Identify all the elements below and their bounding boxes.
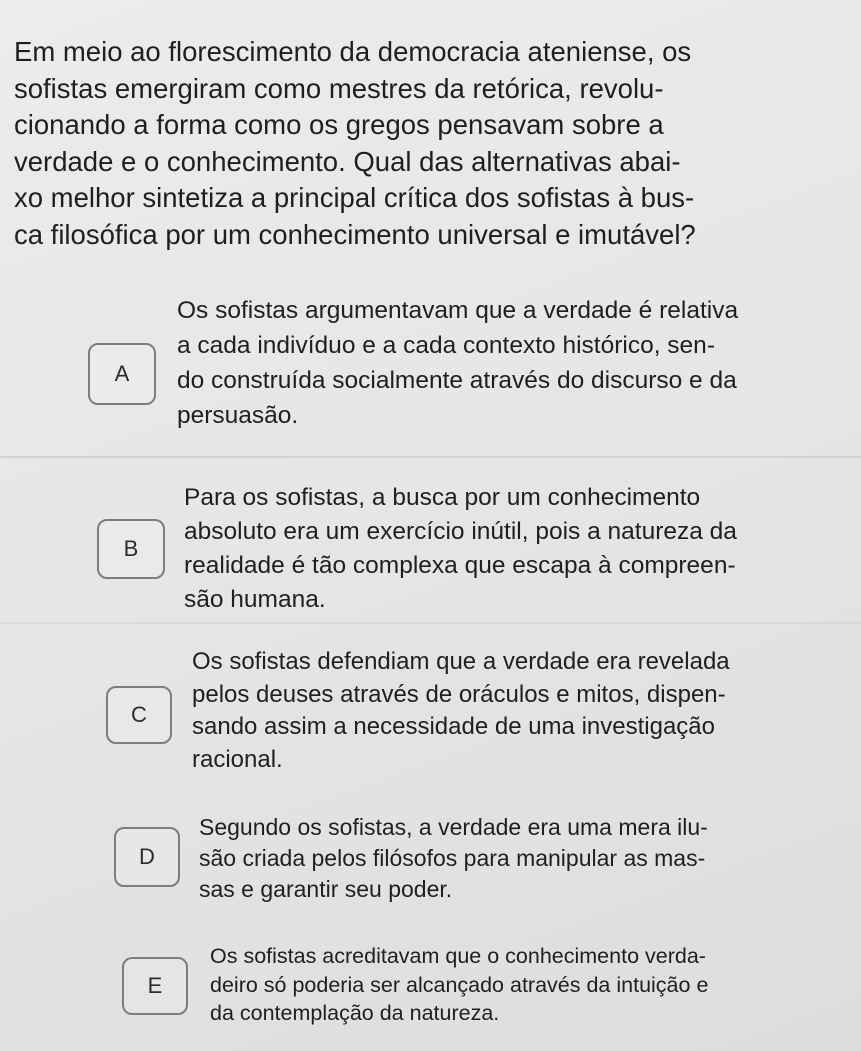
question-line: verdade e o conhecimento. Qual das alternativas abai- [14,145,681,177]
option-line: do construída socialmente através do discurso e da [177,367,737,394]
question-line: Em meio ao florescimento da democracia ateniense, os [14,36,692,67]
option-a-text[interactable] [177,293,827,433]
option-line: Para os sofistas, a busca por um conhecimento [184,484,701,511]
divider [0,622,861,624]
option-line: absoluto era um exercício inútil, pois a natureza da [184,518,737,545]
option-b-text[interactable] [184,481,826,617]
option-letter: D [139,844,155,869]
option-line: são humana. [184,586,326,613]
question-line: ca filosófica por um conhecimento universal e imutável? [14,218,696,250]
option-line: a cada indivíduo e a cada contexto histórico, sen- [177,332,715,359]
question-line: sofistas emergiram como mestres da retórica, revolu- [14,72,664,104]
option-line: pelos deuses através de oráculos e mitos, dispen- [192,680,726,708]
divider [0,456,861,458]
option-b-letter-box[interactable] [97,519,165,579]
option-line: realidade é tão complexa que escapa à compreen- [184,552,736,579]
option-line: Os sofistas acreditavam que o conhecimento verda- [210,944,706,968]
option-e-letter-box[interactable] [122,957,188,1015]
option-d-letter-box[interactable] [114,827,180,887]
question-line: xo melhor sintetiza a principal crítica dos sofistas à bus- [14,182,695,213]
option-a-letter-box[interactable] [88,343,156,405]
option-letter: E [147,973,163,998]
option-line: da contemplação da natureza. [210,1001,500,1025]
option-line: Segundo os sofistas, a verdade era uma mera ilu- [199,814,708,840]
option-c-text[interactable] [192,646,824,776]
option-line: Os sofistas defendiam que a verdade era revelada [192,648,730,675]
option-line: sas e garantir seu poder. [199,876,453,902]
option-letter: A [114,361,130,386]
question-text [14,34,729,253]
option-line: persuasão. [177,402,299,429]
option-c-letter-box[interactable] [106,686,172,744]
option-letter: B [123,536,139,561]
option-line: deiro só poderia ser alcançado através da intuição e [210,972,709,997]
option-e-text[interactable] [210,942,816,1028]
option-d-text[interactable] [199,812,819,905]
option-line: são criada pelos filósofos para manipular as mas- [199,845,706,871]
option-letter: C [131,702,147,727]
option-line: Os sofistas argumentavam que a verdade é relativa [177,297,739,324]
question-line: cionando a forma como os gregos pensavam sobre a [14,109,664,140]
option-line: racional. [192,745,283,773]
option-line: sando assim a necessidade de uma investigação [192,713,715,740]
